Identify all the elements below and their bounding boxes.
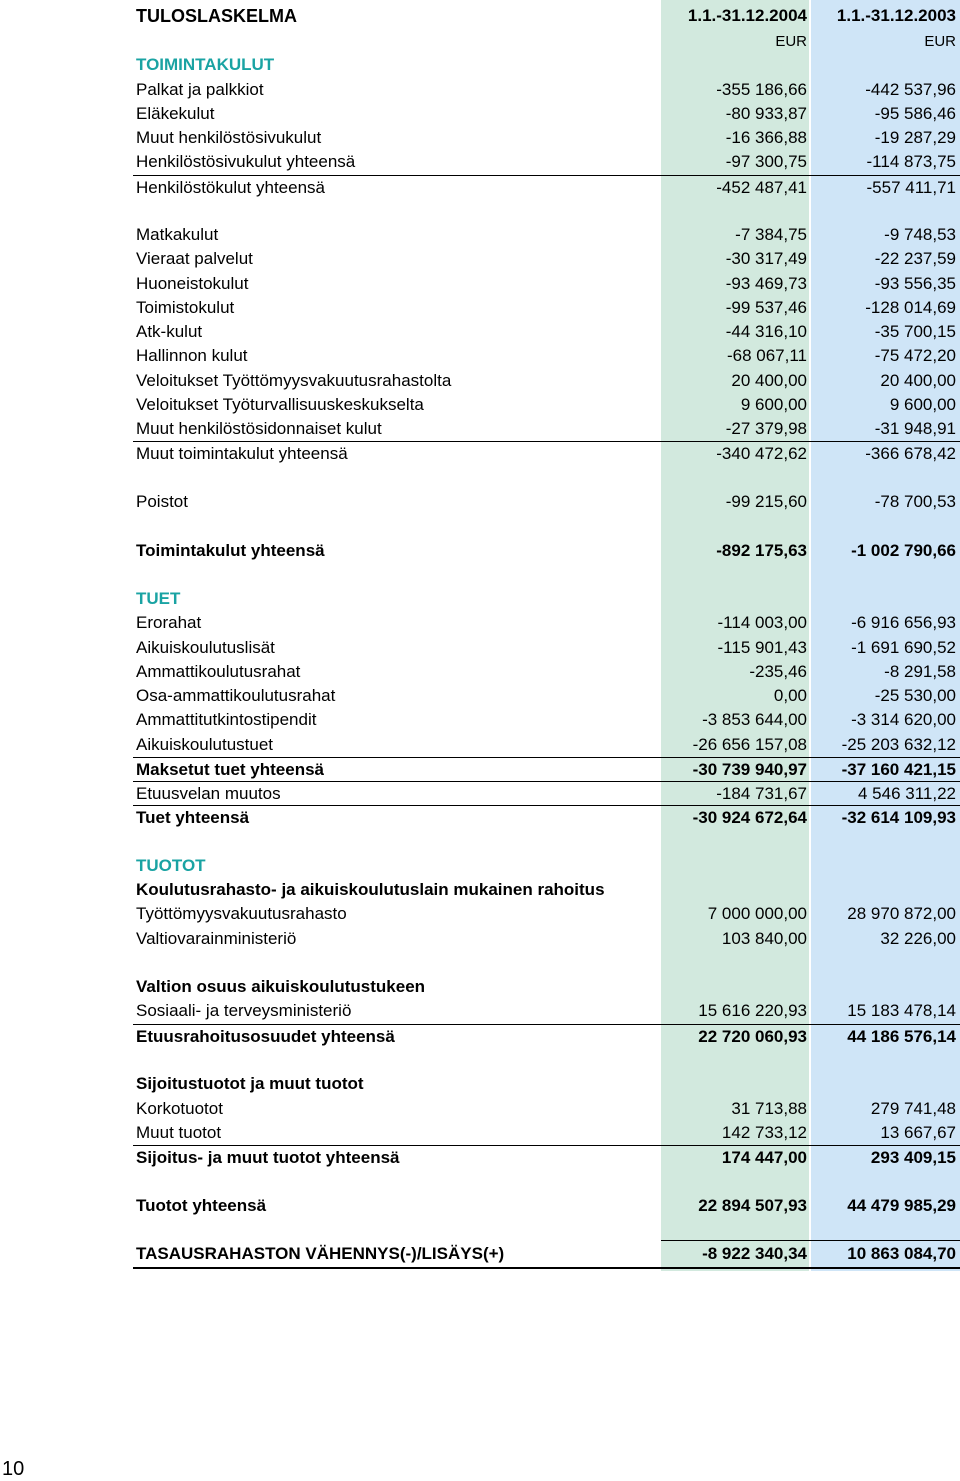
value-2003: -95 586,46 xyxy=(874,104,956,123)
value-2004: -30 317,49 xyxy=(725,249,807,268)
statement-title: TULOSLASKELMA xyxy=(136,6,297,26)
table-row xyxy=(133,490,960,514)
value-2003: -19 287,29 xyxy=(874,128,956,147)
value-2003: -22 237,59 xyxy=(874,249,956,268)
table-row xyxy=(133,1097,960,1121)
value-2004: -7 384,75 xyxy=(735,225,807,244)
table-row xyxy=(133,539,960,563)
row-label: Aikuiskoulutustuet xyxy=(136,735,274,754)
value-2004: -26 656 157,08 xyxy=(692,735,807,754)
row-label: Toimintakulut yhteensä xyxy=(136,541,325,560)
value-2003: -114 873,75 xyxy=(866,152,956,171)
value-2003: 15 183 478,14 xyxy=(847,1001,956,1020)
row-label: Tuet yhteensä xyxy=(136,808,250,827)
final-total-underline xyxy=(133,1267,960,1269)
value-2003: 44 479 985,29 xyxy=(847,1196,956,1215)
value-2004: 7 000 000,00 xyxy=(707,904,807,923)
value-2003: -78 700,53 xyxy=(874,492,956,511)
income-statement-table xyxy=(133,0,960,1271)
table-row xyxy=(133,660,960,684)
column-header-2004: 1.1.-31.12.2004 xyxy=(687,6,807,25)
table-row xyxy=(133,150,960,174)
value-2004: 22 894 507,93 xyxy=(698,1196,807,1215)
table-row xyxy=(133,393,960,417)
row-label: Erorahat xyxy=(136,613,202,632)
value-2004: 20 400,00 xyxy=(731,371,807,390)
value-2004: -97 300,75 xyxy=(725,152,807,171)
value-2003: -9 748,53 xyxy=(884,225,956,244)
row-label: Työttömyysvakuutusrahasto xyxy=(136,904,347,923)
table-row xyxy=(133,272,960,296)
value-2003: 44 186 576,14 xyxy=(847,1027,956,1046)
table-row xyxy=(133,1121,960,1145)
value-2004: -93 469,73 xyxy=(725,274,807,293)
value-2003: 32 226,00 xyxy=(880,929,956,948)
row-label: Vieraat palvelut xyxy=(136,249,253,268)
value-2004: -27 379,98 xyxy=(725,419,807,438)
row-label: Muut henkilöstösivukulut xyxy=(136,128,322,147)
page-number: 10 xyxy=(2,1458,25,1480)
table-row xyxy=(133,684,960,708)
value-2004: -16 366,88 xyxy=(725,128,807,147)
table-row xyxy=(133,708,960,732)
table-row xyxy=(133,1242,960,1266)
value-2003: -75 472,20 xyxy=(874,346,956,365)
value-2004: -8 922 340,34 xyxy=(702,1244,807,1263)
row-label: Hallinnon kulut xyxy=(136,346,248,365)
row-label: Matkakulut xyxy=(136,225,219,244)
row-label: Muut henkilöstösidonnaiset kulut xyxy=(136,419,382,438)
table-row xyxy=(133,441,960,466)
table-row xyxy=(133,417,960,441)
value-2003: 20 400,00 xyxy=(880,371,956,390)
row-label: TUOTOT xyxy=(136,856,206,875)
table-row xyxy=(133,975,960,999)
row-label: Sosiaali- ja terveysministeriö xyxy=(136,1001,352,1020)
row-label: Henkilöstösivukulut yhteensä xyxy=(136,152,356,171)
value-2003: -1 002 790,66 xyxy=(851,541,956,560)
value-2003: -37 160 421,15 xyxy=(841,760,956,779)
header-row xyxy=(133,4,960,28)
table-row xyxy=(133,1072,960,1096)
value-2003: 293 409,15 xyxy=(870,1148,956,1167)
table-row xyxy=(133,344,960,368)
value-2004: -892 175,63 xyxy=(716,541,807,560)
value-2003: 13 667,67 xyxy=(880,1123,956,1142)
row-label: Ammattikoulutusrahat xyxy=(136,662,301,681)
value-2003: -31 948,91 xyxy=(874,419,956,438)
row-label: Valtion osuus aikuiskoulutustukeen xyxy=(136,977,426,996)
final-total-overline xyxy=(661,1240,960,1241)
row-label: Muut tuotot xyxy=(136,1123,222,1142)
value-2003: -6 916 656,93 xyxy=(851,613,956,632)
row-label: Veloitukset Työturvallisuuskeskukselta xyxy=(136,395,424,414)
value-2003: -3 314 620,00 xyxy=(851,710,956,729)
value-2004: -30 739 940,97 xyxy=(692,760,807,779)
table-row xyxy=(133,102,960,126)
table-row xyxy=(133,296,960,320)
value-2004: 142 733,12 xyxy=(721,1123,807,1142)
value-2003: 9 600,00 xyxy=(889,395,956,414)
value-2004: -99 537,46 xyxy=(725,298,807,317)
value-2003: -442 537,96 xyxy=(865,80,956,99)
row-label: Atk-kulut xyxy=(136,322,203,341)
table-row xyxy=(133,611,960,635)
table-row xyxy=(133,223,960,247)
value-2003: 4 546 311,22 xyxy=(858,784,956,803)
row-label: Osa-ammattikoulutusrahat xyxy=(136,686,336,705)
row-label: Toimistokulut xyxy=(136,298,235,317)
row-label: Henkilöstökulut yhteensä xyxy=(136,178,326,197)
value-2003: 28 970 872,00 xyxy=(847,904,956,923)
table-row xyxy=(133,247,960,271)
value-2004: 0,00 xyxy=(773,686,807,705)
row-label: Valtiovarainministeriö xyxy=(136,929,297,948)
value-2003: 10 863 084,70 xyxy=(847,1244,956,1263)
value-2004: 31 713,88 xyxy=(731,1099,807,1118)
value-2004: -30 924 672,64 xyxy=(692,808,807,827)
table-row xyxy=(133,757,960,782)
value-2004: -3 853 644,00 xyxy=(702,710,807,729)
value-2004: -452 487,41 xyxy=(716,178,807,197)
table-row xyxy=(133,78,960,102)
row-label: Sijoitustuotot ja muut tuotot xyxy=(136,1074,364,1093)
table-row xyxy=(133,1024,960,1049)
value-2004: -80 933,87 xyxy=(725,104,807,123)
value-2003: -366 678,42 xyxy=(865,444,956,463)
row-label: Etuusrahoitusosuudet yhteensä xyxy=(136,1027,395,1046)
row-label: Aikuiskoulutuslisät xyxy=(136,638,275,657)
table-row xyxy=(133,1194,960,1218)
value-2003: -8 291,58 xyxy=(884,662,956,681)
table-row xyxy=(133,781,960,806)
table-row xyxy=(133,902,960,926)
table-row xyxy=(133,587,960,611)
row-label: Huoneistokulut xyxy=(136,274,249,293)
table-row xyxy=(133,878,960,902)
value-2004: -340 472,62 xyxy=(716,444,807,463)
value-2003: -32 614 109,93 xyxy=(841,808,956,827)
value-2004: 174 447,00 xyxy=(721,1148,807,1167)
value-2003: -35 700,15 xyxy=(874,322,956,341)
table-row xyxy=(133,636,960,660)
row-label: Koulutusrahasto- ja aikuiskoulutuslain mukainen rahoitus xyxy=(136,880,605,899)
row-label: TOIMINTAKULUT xyxy=(136,55,275,74)
value-2004: -68 067,11 xyxy=(726,346,807,365)
table-row xyxy=(133,369,960,393)
row-label: Korkotuotot xyxy=(136,1099,223,1118)
row-label: Tuotot yhteensä xyxy=(136,1196,267,1215)
table-row xyxy=(133,733,960,757)
table-row xyxy=(133,805,960,830)
value-2003: -557 411,71 xyxy=(866,178,956,197)
table-row xyxy=(133,175,960,200)
row-label: Ammattitutkintostipendit xyxy=(136,710,317,729)
row-label: Palkat ja palkkiot xyxy=(136,80,264,99)
row-label: Sijoitus- ja muut tuotot yhteensä xyxy=(136,1148,400,1167)
column-header-2003: 1.1.-31.12.2003 xyxy=(836,6,956,25)
value-2003: -1 691 690,52 xyxy=(851,638,956,657)
row-label: Etuusvelan muutos xyxy=(136,784,281,803)
row-label: TUET xyxy=(136,589,181,608)
unit-2004: EUR xyxy=(775,33,807,50)
row-label: Poistot xyxy=(136,492,188,511)
value-2004: 22 720 060,93 xyxy=(698,1027,807,1046)
table-row xyxy=(133,1145,960,1170)
value-2004: -184 731,67 xyxy=(716,784,807,803)
value-2004: 9 600,00 xyxy=(740,395,807,414)
table-row xyxy=(133,320,960,344)
value-2004: -235,46 xyxy=(749,662,807,681)
unit-row xyxy=(133,30,960,54)
row-label: Muut toimintakulut yhteensä xyxy=(136,444,348,463)
value-2003: 279 741,48 xyxy=(870,1099,956,1118)
table-row xyxy=(133,999,960,1023)
value-2003: -25 530,00 xyxy=(874,686,956,705)
value-2004: 103 840,00 xyxy=(721,929,807,948)
value-2004: 15 616 220,93 xyxy=(698,1001,807,1020)
unit-2003: EUR xyxy=(924,33,956,50)
value-2003: -128 014,69 xyxy=(865,298,956,317)
table-row xyxy=(133,854,960,878)
value-2003: -25 203 632,12 xyxy=(841,735,956,754)
value-2004: -115 901,43 xyxy=(717,638,807,657)
row-label: Eläkekulut xyxy=(136,104,215,123)
row-label: Veloitukset Työttömyysvakuutusrahastolta xyxy=(136,371,452,390)
row-label: TASAUSRAHASTON VÄHENNYS(-)/LISÄYS(+) xyxy=(136,1244,505,1263)
row-label: Maksetut tuet yhteensä xyxy=(136,760,324,779)
value-2004: -44 316,10 xyxy=(725,322,807,341)
table-row xyxy=(133,927,960,951)
table-row xyxy=(133,126,960,150)
value-2004: -99 215,60 xyxy=(725,492,807,511)
value-2003: -93 556,35 xyxy=(874,274,956,293)
value-2004: -355 186,66 xyxy=(716,80,807,99)
table-row xyxy=(133,53,960,77)
value-2004: -114 003,00 xyxy=(717,613,807,632)
